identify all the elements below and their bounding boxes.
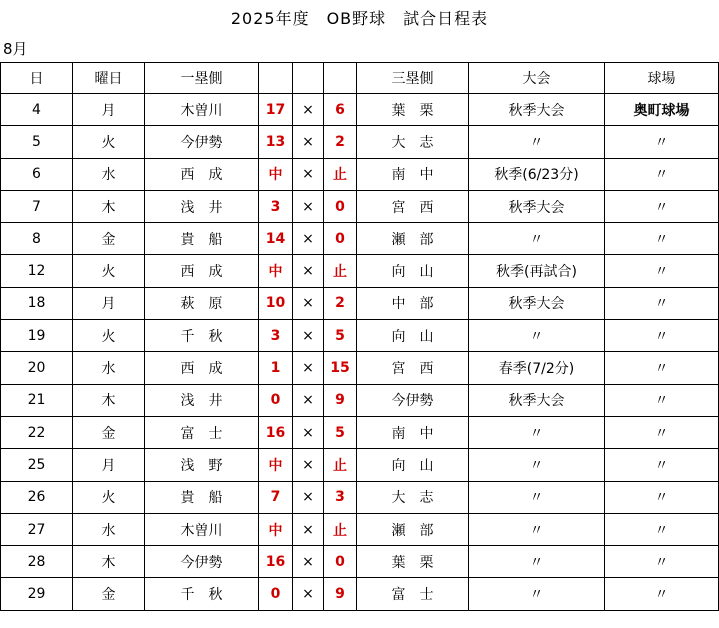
first-base-team: 萩 原 [145,287,259,319]
tournament-cell: 〃 [469,578,605,610]
third-base-score: 2 [324,126,357,158]
third-base-team: 大 志 [357,481,469,513]
third-base-team: 今伊勢 [357,384,469,416]
table-row [1,126,719,158]
day-cell: 28 [1,546,73,578]
venue-cell: 〃 [605,255,719,287]
table-row [1,384,719,416]
header-weekday: 曜日 [73,63,145,94]
weekday-cell: 火 [73,481,145,513]
first-base-score: 17 [259,94,293,126]
third-base-score: 5 [324,416,357,448]
first-base-score: 中 [259,513,293,545]
venue-cell: 〃 [605,223,719,255]
tournament-cell: 秋季大会 [469,384,605,416]
first-base-team: 千 秋 [145,578,259,610]
day-cell: 18 [1,287,73,319]
first-base-score: 0 [259,384,293,416]
day-cell: 20 [1,352,73,384]
month-label: 8月 [3,40,28,58]
versus-mark: × [293,158,324,190]
day-cell: 26 [1,481,73,513]
third-base-team: 富 士 [357,578,469,610]
third-base-score: 9 [324,384,357,416]
tournament-cell: 〃 [469,481,605,513]
table-row [1,449,719,481]
third-base-score: 止 [324,158,357,190]
tournament-cell: 春季(7/2分) [469,352,605,384]
tournament-cell: 秋季(6/23分) [469,158,605,190]
first-base-score: 16 [259,416,293,448]
header-row [1,63,719,94]
third-base-team: 宮 西 [357,352,469,384]
header-third-base: 三塁側 [357,63,469,94]
header-first-base: 一塁側 [145,63,259,94]
first-base-team: 木曽川 [145,94,259,126]
day-cell: 21 [1,384,73,416]
venue-cell: 〃 [605,578,719,610]
table-row [1,352,719,384]
versus-mark: × [293,481,324,513]
header-day: 日 [1,63,73,94]
tournament-cell: 〃 [469,223,605,255]
third-base-score: 止 [324,513,357,545]
schedule-table [0,62,719,611]
first-base-score: 3 [259,190,293,222]
venue-cell: 〃 [605,158,719,190]
third-base-team: 葉 栗 [357,94,469,126]
third-base-team: 瀬 部 [357,513,469,545]
third-base-team: 大 志 [357,126,469,158]
table-row [1,223,719,255]
first-base-team: 富 士 [145,416,259,448]
venue-cell: 〃 [605,546,719,578]
day-cell: 27 [1,513,73,545]
tournament-cell: 〃 [469,126,605,158]
third-base-team: 中 部 [357,287,469,319]
weekday-cell: 木 [73,546,145,578]
first-base-score: 中 [259,158,293,190]
first-base-team: 貴 船 [145,223,259,255]
third-base-team: 南 中 [357,158,469,190]
first-base-score: 16 [259,546,293,578]
third-base-score: 15 [324,352,357,384]
day-cell: 19 [1,320,73,352]
weekday-cell: 水 [73,158,145,190]
versus-mark: × [293,94,324,126]
day-cell: 7 [1,190,73,222]
first-base-score: 7 [259,481,293,513]
versus-mark: × [293,416,324,448]
day-cell: 22 [1,416,73,448]
first-base-team: 浅 井 [145,190,259,222]
weekday-cell: 金 [73,416,145,448]
third-base-score: 0 [324,546,357,578]
first-base-team: 西 成 [145,352,259,384]
weekday-cell: 月 [73,449,145,481]
venue-cell: 〃 [605,352,719,384]
header-blank [259,63,293,94]
venue-cell: 奥町球場 [605,94,719,126]
third-base-team: 向 山 [357,320,469,352]
table-row [1,320,719,352]
versus-mark: × [293,223,324,255]
weekday-cell: 水 [73,352,145,384]
venue-cell: 〃 [605,481,719,513]
day-cell: 29 [1,578,73,610]
third-base-team: 葉 栗 [357,546,469,578]
header-venue: 球場 [605,63,719,94]
third-base-score: 9 [324,578,357,610]
page-title: 2025年度 OB野球 試合日程表 [230,9,489,28]
versus-mark: × [293,190,324,222]
venue-cell: 〃 [605,320,719,352]
first-base-team: 今伊勢 [145,126,259,158]
venue-cell: 〃 [605,513,719,545]
weekday-cell: 火 [73,255,145,287]
day-cell: 4 [1,94,73,126]
first-base-score: 1 [259,352,293,384]
first-base-score: 3 [259,320,293,352]
first-base-team: 木曽川 [145,513,259,545]
day-cell: 8 [1,223,73,255]
versus-mark: × [293,126,324,158]
weekday-cell: 金 [73,578,145,610]
weekday-cell: 月 [73,94,145,126]
first-base-team: 西 成 [145,255,259,287]
table-row [1,578,719,610]
venue-cell: 〃 [605,190,719,222]
venue-cell: 〃 [605,449,719,481]
third-base-team: 宮 西 [357,190,469,222]
versus-mark: × [293,546,324,578]
versus-mark: × [293,449,324,481]
tournament-cell: 〃 [469,416,605,448]
table-row [1,546,719,578]
table-row [1,94,719,126]
third-base-score: 止 [324,449,357,481]
table-row [1,481,719,513]
versus-mark: × [293,513,324,545]
weekday-cell: 火 [73,320,145,352]
weekday-cell: 木 [73,384,145,416]
first-base-score: 14 [259,223,293,255]
third-base-score: 5 [324,320,357,352]
versus-mark: × [293,287,324,319]
third-base-score: 2 [324,287,357,319]
third-base-score: 0 [324,190,357,222]
tournament-cell: 〃 [469,546,605,578]
day-cell: 12 [1,255,73,287]
third-base-score: 0 [324,223,357,255]
third-base-team: 向 山 [357,255,469,287]
header-blank [324,63,357,94]
versus-mark: × [293,384,324,416]
first-base-team: 貴 船 [145,481,259,513]
weekday-cell: 火 [73,126,145,158]
third-base-score: 3 [324,481,357,513]
first-base-team: 今伊勢 [145,546,259,578]
first-base-score: 中 [259,449,293,481]
first-base-score: 10 [259,287,293,319]
versus-mark: × [293,255,324,287]
tournament-cell: 〃 [469,320,605,352]
first-base-team: 西 成 [145,158,259,190]
third-base-team: 向 山 [357,449,469,481]
day-cell: 6 [1,158,73,190]
tournament-cell: 秋季大会 [469,190,605,222]
versus-mark: × [293,320,324,352]
weekday-cell: 月 [73,287,145,319]
tournament-cell: 〃 [469,449,605,481]
venue-cell: 〃 [605,384,719,416]
weekday-cell: 水 [73,513,145,545]
tournament-cell: 〃 [469,513,605,545]
header-tournament: 大会 [469,63,605,94]
venue-cell: 〃 [605,126,719,158]
first-base-score: 0 [259,578,293,610]
day-cell: 5 [1,126,73,158]
versus-mark: × [293,578,324,610]
third-base-score: 6 [324,94,357,126]
day-cell: 25 [1,449,73,481]
first-base-score: 中 [259,255,293,287]
table-row [1,255,719,287]
table-row [1,190,719,222]
tournament-cell: 秋季大会 [469,287,605,319]
table-row [1,158,719,190]
third-base-team: 南 中 [357,416,469,448]
header-blank [293,63,324,94]
third-base-score: 止 [324,255,357,287]
first-base-team: 浅 野 [145,449,259,481]
first-base-team: 浅 井 [145,384,259,416]
venue-cell: 〃 [605,416,719,448]
table-row [1,416,719,448]
tournament-cell: 秋季(再試合) [469,255,605,287]
third-base-team: 瀬 部 [357,223,469,255]
table-row [1,513,719,545]
tournament-cell: 秋季大会 [469,94,605,126]
first-base-team: 千 秋 [145,320,259,352]
weekday-cell: 金 [73,223,145,255]
first-base-score: 13 [259,126,293,158]
table-row [1,287,719,319]
versus-mark: × [293,352,324,384]
weekday-cell: 木 [73,190,145,222]
venue-cell: 〃 [605,287,719,319]
